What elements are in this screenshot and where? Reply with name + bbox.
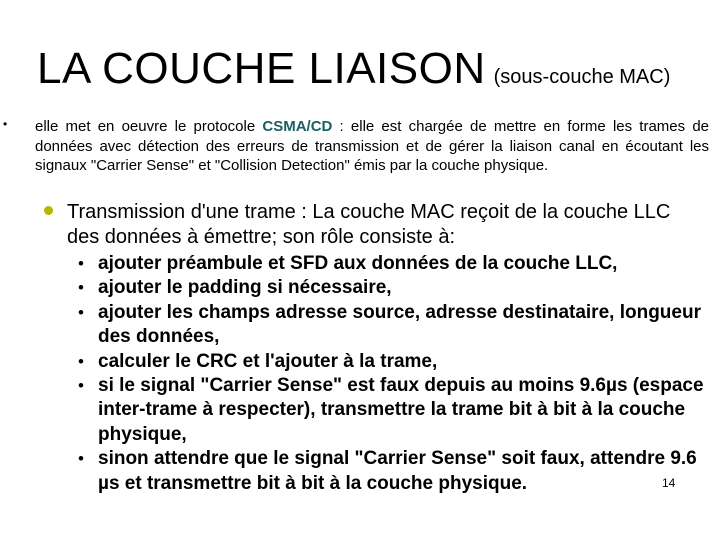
list-item-text: sinon attendre que le signal "Carrier Sense" soit faux, attendre 9.6 µs et transmettre bit à bit à la couche physique. — [98, 448, 697, 494]
list-item — [76, 301, 716, 350]
sub-heading: Transmission d'une trame : La couche MAC reçoit de la couche LLC des données à émettre; son rôle consiste à: — [67, 201, 671, 248]
list-bullet: • — [78, 449, 84, 469]
intro-text-after: : elle est chargée de mettre en forme les trames de données avec détection des erreurs de transmission et de gérer la liaison canal en écoutant les signaux "Carrier Sense" et "Collision Detection" émis par la couche physique. — [35, 118, 710, 174]
intro-bullet: • — [3, 117, 8, 131]
list-bullet: • — [78, 278, 84, 298]
list-item — [76, 374, 716, 447]
list-item-text: ajouter préambule et SFD aux données de la couche LLC, — [98, 253, 618, 274]
list-item — [76, 447, 716, 496]
list-item-text: calculer le CRC et l'ajouter à la trame, — [98, 350, 438, 372]
intro-paragraph — [35, 117, 709, 176]
list-item — [76, 252, 716, 276]
list-bullet: • — [78, 302, 84, 322]
title-subtitle: (sous-couche MAC) — [493, 66, 671, 88]
list-item — [76, 276, 716, 300]
page-number: 14 — [662, 476, 676, 490]
slide-title — [37, 44, 670, 94]
list-item-text: si le signal "Carrier Sense" est faux depuis au moins 9.6µs (espace inter-trame à respecter), transmettre la trame bit à bit à la couche physique, — [98, 375, 704, 445]
list-bullet: • — [78, 376, 84, 396]
list-item-text: ajouter les champs adresse source, adresse destinataire, longueur des données, — [98, 301, 701, 348]
protocol-highlight: CSMA/CD — [262, 118, 333, 135]
title-main: LA COUCHE LIAISON — [37, 44, 486, 93]
steps-list — [76, 252, 716, 496]
list-bullet: • — [78, 351, 84, 371]
list-bullet: • — [78, 254, 84, 273]
sub-bullet-dot — [44, 206, 53, 215]
intro-text-before: elle met en oeuvre le protocole — [35, 118, 263, 135]
list-item — [76, 350, 716, 374]
list-item-text: ajouter le padding si nécessaire, — [98, 277, 392, 299]
